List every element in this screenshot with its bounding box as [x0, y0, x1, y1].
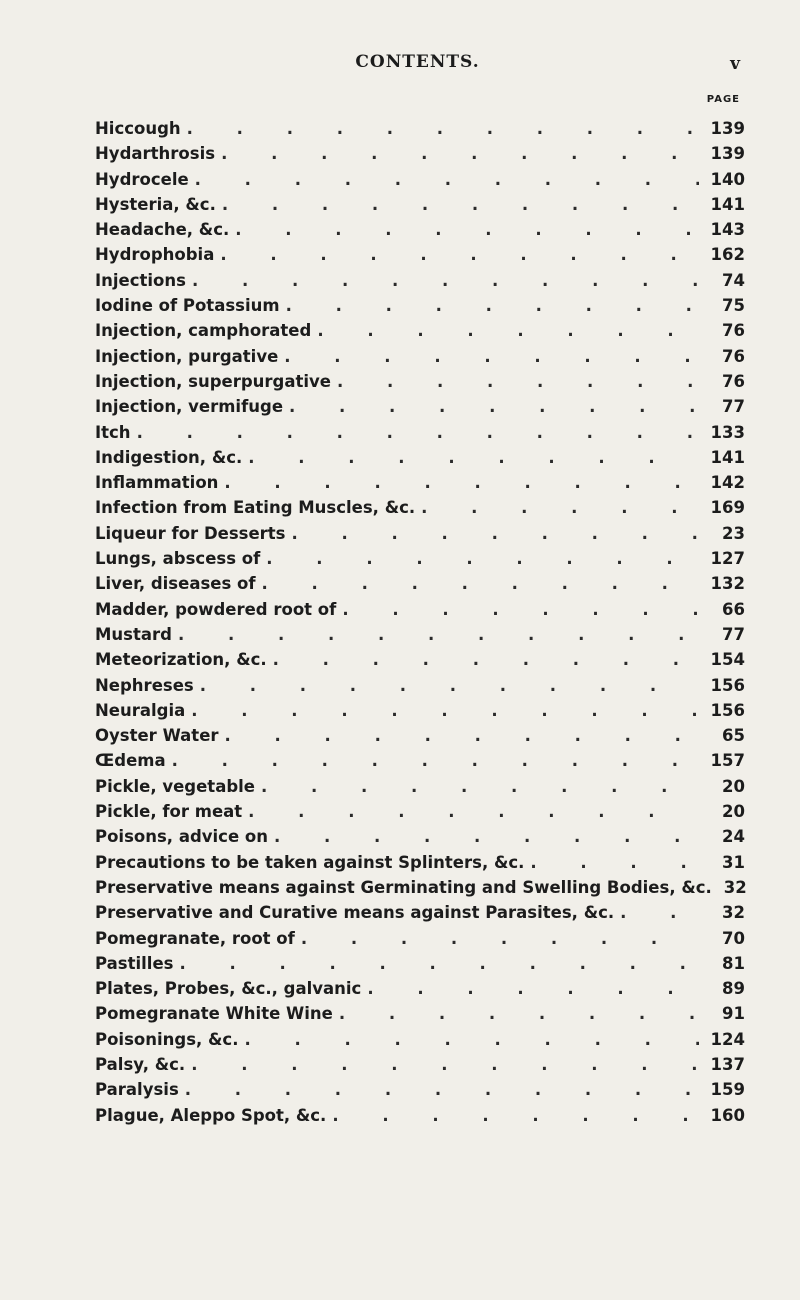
- entry-page: 141: [710, 194, 745, 214]
- contents-entry: [95, 802, 745, 827]
- entry-title: Injection, purgative: [95, 346, 279, 366]
- entry-page: 75: [722, 296, 745, 316]
- contents-entry: [95, 321, 745, 346]
- contents-entry: [95, 1106, 745, 1131]
- entry-title: Inflammation: [95, 473, 219, 493]
- entry-page: 157: [710, 751, 745, 771]
- dot-leader: [187, 119, 699, 138]
- entry-page: 124: [710, 1029, 745, 1049]
- contents-entry: [95, 296, 745, 321]
- entry-page: 32: [722, 903, 745, 923]
- contents-entry: [95, 726, 745, 751]
- contents-entry: [95, 751, 745, 776]
- contents-entry: [95, 979, 745, 1004]
- entry-title: Hydrophobia: [95, 245, 215, 265]
- entry-title: Pastilles: [95, 953, 174, 973]
- dot-leader: [337, 372, 699, 391]
- entry-page: 137: [710, 1054, 745, 1074]
- entry-title: Hydrocele: [95, 169, 189, 189]
- entry-page: 142: [710, 473, 745, 493]
- entry-title: Hiccough: [95, 119, 181, 138]
- entry-title: Itch: [95, 422, 131, 442]
- page-number: v: [730, 54, 740, 74]
- entry-title: Indigestion, &c.: [95, 447, 243, 467]
- entry-page: 91: [722, 1004, 745, 1024]
- entry-title: Plague, Aleppo Spot, &c.: [95, 1105, 327, 1125]
- entry-page: 139: [710, 144, 745, 164]
- entry-title: Poisons, advice on: [95, 827, 268, 847]
- entry-page: 77: [722, 397, 745, 417]
- entry-title: Infection from Eating Muscles, &c.: [95, 498, 416, 518]
- dot-leader: [266, 549, 699, 568]
- dot-leader: [301, 929, 699, 948]
- dot-leader: [191, 1055, 699, 1074]
- entry-title: Preservative means against Germinating and Swelling Bodies, &c.: [95, 877, 712, 897]
- entry-page: 89: [722, 979, 745, 999]
- entry-page: 66: [722, 599, 745, 619]
- dot-leader: [289, 397, 699, 416]
- contents-entry: [95, 271, 745, 296]
- entry-page: 127: [710, 549, 745, 569]
- entry-page: 132: [710, 574, 745, 594]
- entry-title: Nephreses: [95, 675, 194, 695]
- contents-entry: [95, 853, 745, 878]
- dot-leader: [224, 473, 699, 492]
- page-header: [95, 52, 740, 82]
- contents-entry: [95, 1004, 745, 1029]
- entry-page: 70: [722, 928, 745, 948]
- entry-title: Meteorization, &c.: [95, 650, 267, 670]
- page-column-label: PAGE: [706, 94, 740, 105]
- dot-leader: [192, 271, 699, 290]
- contents-entry: [95, 954, 745, 979]
- contents-entry: [95, 1030, 745, 1055]
- entry-page: 65: [722, 726, 745, 746]
- contents-entry: [95, 1055, 745, 1080]
- dot-leader: [235, 220, 699, 239]
- contents-entry: [95, 473, 745, 498]
- entry-title: Preservative and Curative means against Parasites, &c.: [95, 903, 615, 923]
- contents-entry: [95, 524, 745, 549]
- contents-entry: [95, 245, 745, 270]
- contents-entry: [95, 574, 745, 599]
- dot-leader: [195, 170, 699, 189]
- dot-leader: [342, 600, 699, 619]
- contents-entry: [95, 650, 745, 675]
- contents-entry: [95, 397, 745, 422]
- entry-page: 139: [710, 119, 745, 138]
- contents-entry: [95, 170, 745, 195]
- dot-leader: [317, 321, 699, 340]
- entry-page: 169: [710, 498, 745, 518]
- entry-title: Hydarthrosis: [95, 144, 216, 164]
- contents-entry: [95, 372, 745, 397]
- dot-leader: [137, 423, 699, 442]
- contents-entry: [95, 676, 745, 701]
- entry-title: Poisonings, &c.: [95, 1029, 239, 1049]
- entry-title: Oyster Water: [95, 726, 219, 746]
- entry-title: Paralysis: [95, 1080, 179, 1100]
- contents-entry: [95, 777, 745, 802]
- contents-entry: [95, 423, 745, 448]
- entry-title: Lungs, abscess of: [95, 549, 261, 569]
- entry-page: 159: [710, 1080, 745, 1100]
- entry-page: 20: [722, 776, 745, 796]
- entry-title: Liqueur for Desserts: [95, 523, 286, 543]
- dot-leader: [274, 827, 699, 846]
- dot-leader: [248, 802, 699, 821]
- entry-title: Injections: [95, 270, 186, 290]
- contents-entry: [95, 929, 745, 954]
- entry-page: 156: [710, 700, 745, 720]
- entry-title: Iodine of Potassium: [95, 296, 280, 316]
- entry-title: Injection, superpurgative: [95, 371, 331, 391]
- page-title: CONTENTS.: [355, 52, 480, 72]
- contents-entry: [95, 625, 745, 650]
- dot-leader: [261, 777, 699, 796]
- entry-page: 31: [722, 852, 745, 872]
- entry-title: Plates, Probes, &c., galvanic: [95, 979, 362, 999]
- entry-page: 154: [710, 650, 745, 670]
- contents-entry: [95, 448, 745, 473]
- entry-page: 77: [722, 624, 745, 644]
- dot-leader: [179, 954, 699, 973]
- entry-page: 76: [722, 346, 745, 366]
- dot-leader: [262, 574, 699, 593]
- entry-title: Mustard: [95, 624, 172, 644]
- entry-title: Pickle, vegetable: [95, 776, 255, 796]
- entry-page: 141: [710, 447, 745, 467]
- dot-leader: [530, 853, 699, 872]
- entry-page: 76: [722, 371, 745, 391]
- dot-leader: [222, 195, 699, 214]
- contents-entry: [95, 827, 745, 852]
- dot-leader: [244, 1030, 699, 1049]
- entry-page: 140: [710, 169, 745, 189]
- entry-page: 74: [722, 270, 745, 290]
- entry-title: Palsy, &c.: [95, 1054, 186, 1074]
- dot-leader: [185, 1080, 699, 1099]
- entry-page: 160: [710, 1105, 745, 1125]
- dot-leader: [367, 979, 699, 998]
- entry-title: Œdema: [95, 751, 166, 771]
- contents-entry: [95, 903, 745, 928]
- dot-leader: [286, 296, 699, 315]
- contents-entry: [95, 1080, 745, 1105]
- dot-leader: [200, 676, 699, 695]
- dot-leader: [221, 144, 699, 163]
- entry-title: Neuralgia: [95, 700, 186, 720]
- entry-title: Pickle, for meat: [95, 802, 243, 822]
- entry-title: Injection, camphorated: [95, 321, 312, 341]
- contents-entry: [95, 878, 745, 903]
- contents-list: [95, 119, 745, 1131]
- dot-leader: [292, 524, 699, 543]
- entry-page: 23: [722, 523, 745, 543]
- contents-entry: [95, 498, 745, 523]
- dot-leader: [332, 1106, 699, 1125]
- contents-entry: [95, 347, 745, 372]
- dot-leader: [620, 903, 699, 922]
- entry-page: 156: [710, 675, 745, 695]
- entry-title: Headache, &c.: [95, 220, 230, 240]
- dot-leader: [339, 1004, 699, 1023]
- contents-entry: [95, 701, 745, 726]
- dot-leader: [225, 726, 699, 745]
- contents-entry: [95, 220, 745, 245]
- contents-entry: [95, 144, 745, 169]
- entry-title: Injection, vermifuge: [95, 397, 284, 417]
- entry-title: Hysteria, &c.: [95, 194, 216, 214]
- dot-leader: [220, 245, 699, 264]
- dot-leader: [178, 625, 699, 644]
- entry-page: 20: [722, 802, 745, 822]
- contents-entry: [95, 195, 745, 220]
- entry-title: Madder, powdered root of: [95, 599, 337, 619]
- entry-page: 143: [710, 220, 745, 240]
- contents-entry: [95, 549, 745, 574]
- dot-leader: [273, 650, 699, 669]
- entry-page: 24: [722, 827, 745, 847]
- entry-title: Pomegranate White Wine: [95, 1004, 333, 1024]
- dot-leader: [172, 751, 699, 770]
- entry-page: 76: [722, 321, 745, 341]
- entry-title: Pomegranate, root of: [95, 928, 295, 948]
- entry-title: Liver, diseases of: [95, 574, 256, 594]
- contents-entry: [95, 119, 745, 144]
- entry-page: 133: [710, 422, 745, 442]
- entry-page: 162: [710, 245, 745, 265]
- dot-leader: [248, 448, 699, 467]
- entry-title: Precautions to be taken against Splinters, &c.: [95, 852, 525, 872]
- dot-leader: [191, 701, 699, 720]
- dot-leader: [421, 498, 699, 517]
- entry-page: 81: [722, 953, 745, 973]
- contents-entry: [95, 600, 745, 625]
- dot-leader: [284, 347, 699, 366]
- entry-page: 32: [723, 877, 747, 897]
